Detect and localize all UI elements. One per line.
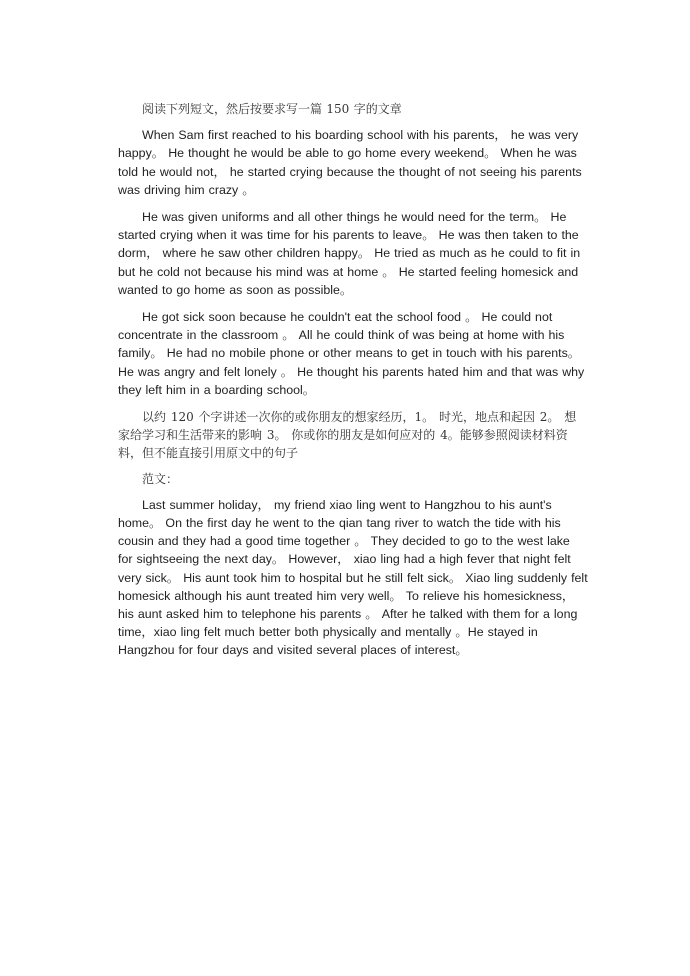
passage-paragraph-3: He got sick soon because he couldn't eat the school food 。 He could not concentrate in the classroom 。 All he could think of was being at home with his family。 He had no mobile phone or other means to get in touch with his parents。 He was angry and felt lonely 。 He thought his parents hated him and that was why they left him in a boarding school。 (118, 310, 585, 397)
passage-paragraph-1: When Sam first reached to his boarding school with his parents， he was very happy。 He thought he would be able to go home every weekend。 When he was told he would not， he started crying because the thought of not seeing his parents was driving him crazy 。 (118, 128, 582, 197)
instruction-text: 阅读下列短文，然后按要求写一篇 150 字的文章 (142, 102, 402, 116)
writing-task: 以约 120 个字讲述一次你的或你朋友的想家经历，1。 时光，地点和起因 2。 想家给学习和生活带来的影响 3。 你或你的朋友是如何应对的 4。能够参照阅读材料资料，但不能直接引用原文中的句子 (118, 410, 577, 461)
document-body (118, 100, 588, 669)
sample-essay-label: 范文： (142, 471, 179, 486)
sample-essay: Last summer holiday， my friend xiao ling went to Hangzhou to his aunt's home。 On the first day he went to the qian tang river to watch the tide with his cousin and they had a good time together 。 They decided to go to the west lake for sightseeing the next day。 However， xiao ling had a high fever that night felt very sick。 His aunt took him to hospital but he still felt sick。 Xiao ling suddenly felt homesick although his aunt treated him very well。 To relieve his homesickness， his aunt asked him to telephone his parents 。 After he talked with them for a long time，xiao ling felt much better both physically and mentally 。He stayed in Hangzhou for four days and visited several places of interest。 (118, 497, 588, 658)
passage-paragraph-2: He was given uniforms and all other things he would need for the term。 He started crying when it was time for his parents to leave。 He was then taken to the dorm， where he saw other children happy。 He tried as much as he could to fit in but he cold not because his mind was at home 。 He started feeling homesick and wanted to go home as soon as possible。 (118, 210, 581, 297)
